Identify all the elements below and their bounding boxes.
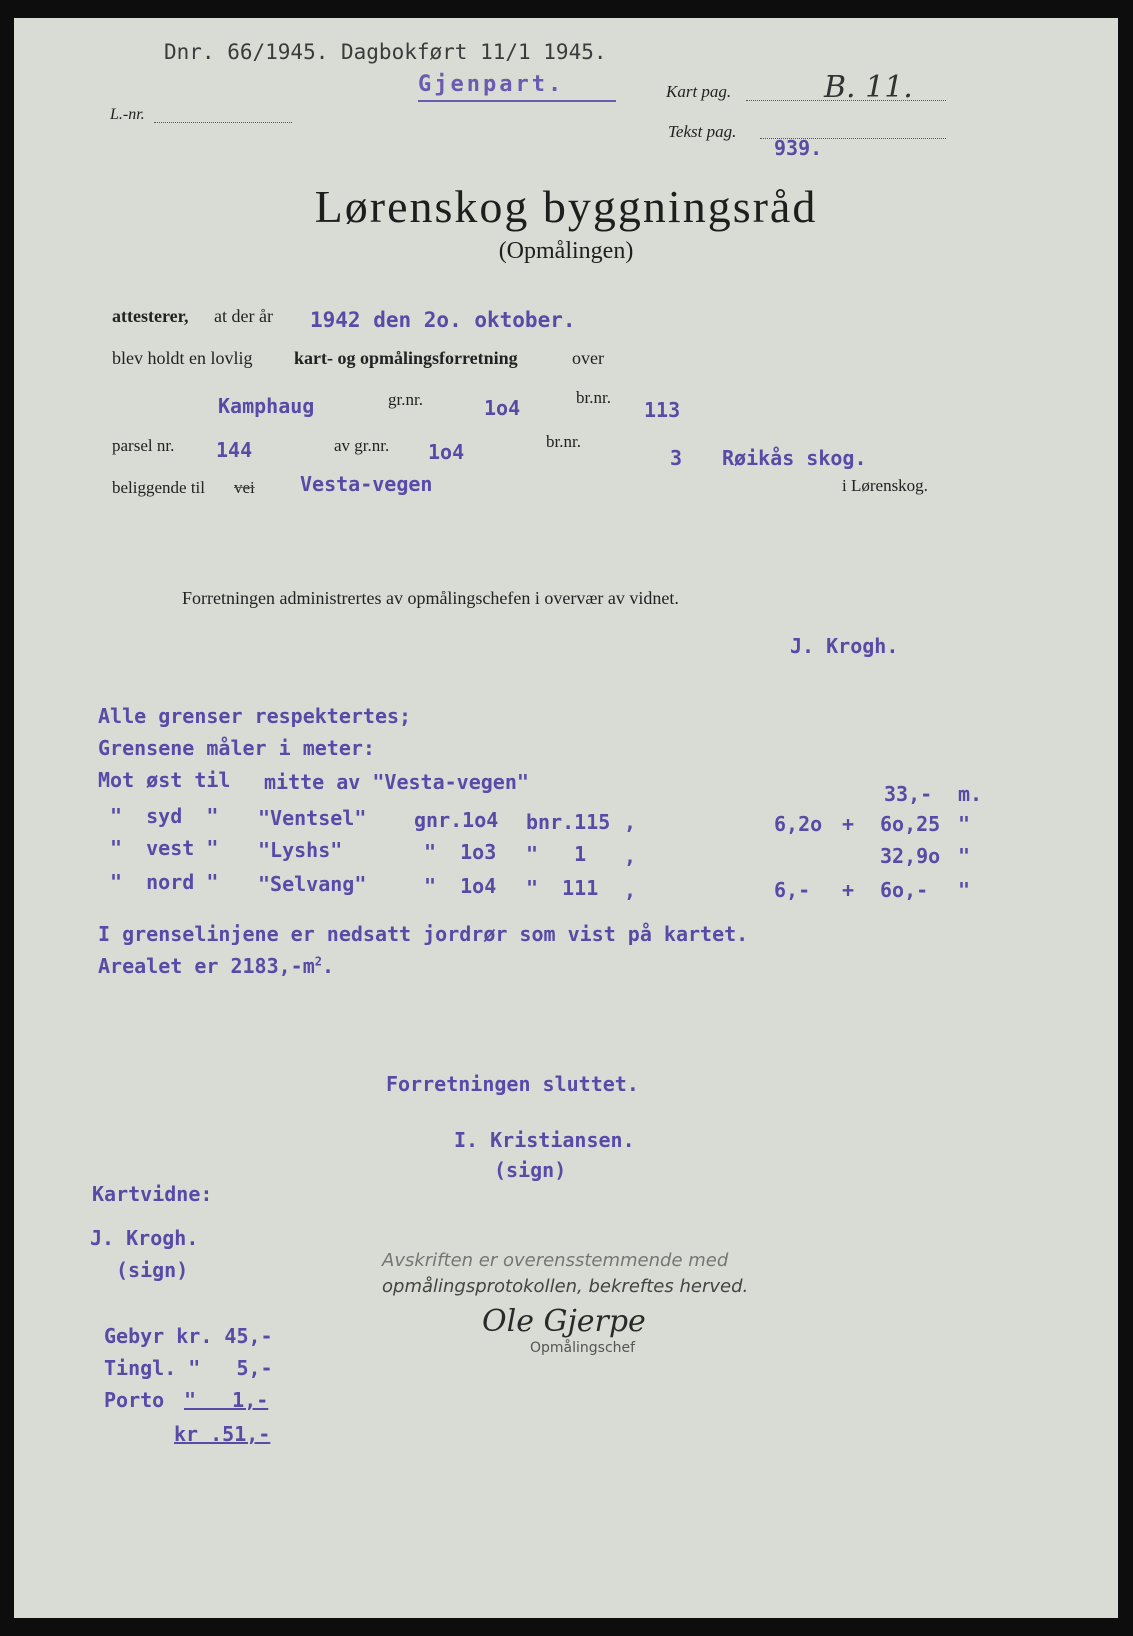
row-unit: " xyxy=(958,812,971,836)
fee-tingl: Tingl. " 5,- xyxy=(104,1356,273,1380)
page-title: Lørenskog byggningsråd xyxy=(314,181,818,232)
row-value-2: 6o,25 xyxy=(880,812,941,836)
gjenpart-underline xyxy=(418,100,616,102)
av-grnr-value: 1o4 xyxy=(428,440,465,464)
brnr-label: br.nr. xyxy=(576,388,611,407)
document-page xyxy=(14,18,1118,1618)
brnr2-label: br.nr. xyxy=(546,432,581,451)
kartvidne-name: J. Krogh. xyxy=(90,1226,199,1250)
tekst-pag-value: 939. xyxy=(774,136,823,160)
row-value-2: 6o,- xyxy=(880,878,929,902)
parsel-label: parsel nr. xyxy=(112,436,175,455)
row-bnr: bnr.115 xyxy=(526,810,611,834)
location-suffix: i Lørenskog. xyxy=(842,476,928,495)
boundary-note: I grenselinjene er nedsatt jordrør som vist på kartet. xyxy=(98,922,749,946)
grnr-value: 1o4 xyxy=(484,396,521,420)
row-direction: " nord " xyxy=(110,870,219,894)
stamp-signature: Ole Gjerpe xyxy=(482,1304,646,1339)
fee-porto-value: " 1,- xyxy=(184,1388,269,1412)
kart-pag-label: Kart pag. xyxy=(666,82,732,101)
row-comma: , xyxy=(624,810,637,834)
closing-line: Forretningen sluttet. xyxy=(386,1072,639,1096)
row-plus: + xyxy=(842,812,855,836)
parent-property: Røikås skog. xyxy=(722,446,867,470)
fee-total: kr .51,- xyxy=(174,1422,271,1446)
row-unit: " xyxy=(958,878,971,902)
gjenpart-label: Gjenpart. xyxy=(418,72,565,97)
boundaries-intro-1: Alle grenser respektertes; xyxy=(98,704,412,728)
lnr-line xyxy=(154,122,292,123)
stamp-line-1: Avskriften er overensstemmende med xyxy=(382,1250,729,1271)
boundaries-intro-2: Grensene måler i meter: xyxy=(98,736,375,760)
closing-signer-sign: (sign) xyxy=(494,1158,567,1182)
forretning-label: kart- og opmålingsforretning xyxy=(294,348,518,368)
stamp-role: Opmålingschef xyxy=(530,1340,636,1356)
row-value-1: 6,- xyxy=(774,878,811,902)
dnr-line: Dnr. 66/1945. Dagbokført 11/1 1945. xyxy=(164,40,607,64)
attesterer-text: at der år xyxy=(214,306,273,326)
kart-pag-value: B. 11. xyxy=(824,70,913,105)
row-bnr: " 111 xyxy=(526,876,599,900)
row-gnr: " 1o4 xyxy=(424,874,497,898)
closing-signer: I. Kristiansen. xyxy=(454,1128,635,1152)
row-unit: m. xyxy=(958,782,983,806)
lnr-label: L.-nr. xyxy=(110,106,145,123)
row-value-2: 33,- xyxy=(884,782,933,806)
row-reference: mitte av "Vesta-vegen" xyxy=(264,770,529,794)
kartvidne-label: Kartvidne: xyxy=(92,1182,213,1206)
row-direction: " syd " xyxy=(110,804,219,828)
brnr2-value: 3 xyxy=(670,446,683,470)
row-reference: "Ventsel" xyxy=(258,806,367,830)
area-line xyxy=(98,954,334,978)
row-direction: " vest " xyxy=(110,836,219,860)
row-direction: Mot øst til xyxy=(98,768,231,792)
area-sup: 2 xyxy=(314,954,322,969)
page-subtitle: (Opmålingen) xyxy=(498,238,634,264)
witness-name: J. Krogh. xyxy=(790,634,899,658)
fee-porto-label: Porto xyxy=(104,1388,165,1412)
tekst-pag-label: Tekst pag. xyxy=(668,122,737,141)
row-plus: + xyxy=(842,878,855,902)
beliggende-label: beliggende til xyxy=(112,478,206,497)
row-value-1: 6,2o xyxy=(774,812,823,836)
row-unit: " xyxy=(958,844,971,868)
over-text: over xyxy=(572,348,604,368)
row-comma: , xyxy=(624,878,637,902)
attesterer-label: attesterer, xyxy=(112,306,189,326)
area-text: Arealet er 2183,-m xyxy=(98,954,315,978)
administered-text: Forretningen administrertes av opmålingschefen i overvær av vidnet. xyxy=(182,588,679,608)
row-reference: "Selvang" xyxy=(258,872,367,896)
grnr-label: gr.nr. xyxy=(388,390,423,409)
vei-struck: vei xyxy=(234,478,255,497)
road-value: Vesta-vegen xyxy=(300,472,433,496)
area-end: . xyxy=(321,954,335,978)
property-name: Kamphaug xyxy=(218,394,315,418)
row-comma: , xyxy=(624,844,637,868)
kartvidne-sign: (sign) xyxy=(116,1258,189,1282)
row-reference: "Lyshs" xyxy=(258,838,343,862)
av-grnr-label: av gr.nr. xyxy=(334,436,390,455)
fee-gebyr: Gebyr kr. 45,- xyxy=(104,1324,273,1348)
parsel-value: 144 xyxy=(216,438,253,462)
blev-holdt-text: blev holdt en lovlig xyxy=(112,348,253,368)
row-gnr: " 1o3 xyxy=(424,840,497,864)
row-gnr: gnr.1o4 xyxy=(414,808,499,832)
row-value-2: 32,9o xyxy=(880,844,941,868)
brnr-value: 113 xyxy=(644,398,681,422)
date-value: 1942 den 2o. oktober. xyxy=(310,308,576,332)
stamp-line-2: opmålingsprotokollen, bekreftes herved. xyxy=(382,1276,749,1297)
row-bnr: " 1 xyxy=(526,842,587,866)
